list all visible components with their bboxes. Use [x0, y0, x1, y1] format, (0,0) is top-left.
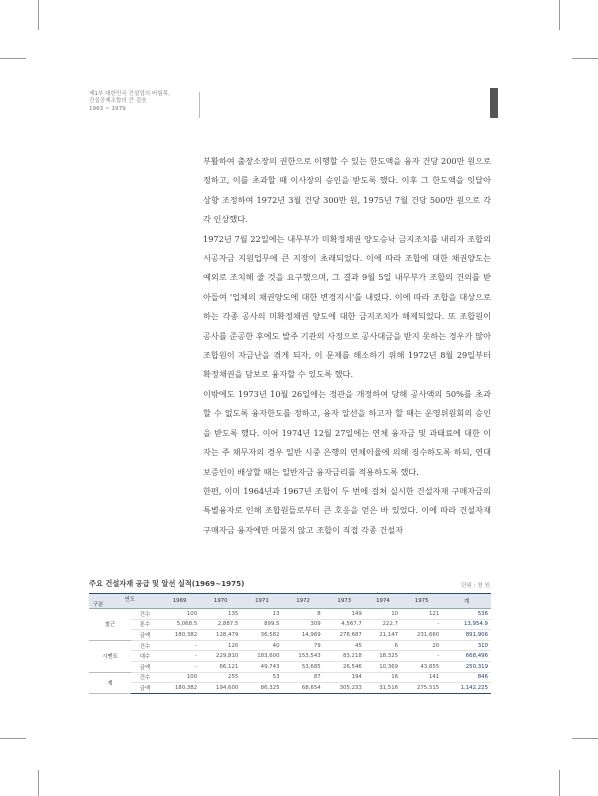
group-label: 시멘트	[89, 640, 131, 672]
year-header: 1972	[283, 594, 324, 609]
crop-mark	[0, 58, 26, 59]
year-header: 1969	[159, 594, 200, 609]
table-cell: 31,516	[365, 683, 401, 694]
year-header: 1975	[401, 594, 442, 609]
table-cell: -	[159, 651, 200, 662]
metric-label: 금액	[131, 683, 159, 694]
table-cell: 66,121	[200, 661, 241, 672]
table-cell: 45	[324, 640, 365, 651]
table-cell: 10,369	[365, 661, 401, 672]
total-cell: 310	[442, 640, 491, 651]
table-cell: 87	[283, 672, 324, 683]
table-cell: 26,546	[324, 661, 365, 672]
table-cell: 4,567.7	[324, 619, 365, 630]
table-cell: 21,147	[365, 630, 401, 641]
table-cell: 6	[365, 640, 401, 651]
table-row	[89, 619, 491, 630]
table-cell: 8	[283, 609, 324, 620]
year-header: 1970	[200, 594, 241, 609]
table-cell: 183,600	[241, 651, 282, 662]
year-header: 1974	[365, 594, 401, 609]
table-cell: -	[159, 640, 200, 651]
table-cell: 180,382	[159, 630, 200, 641]
table-row	[89, 609, 491, 620]
table-corner-cell	[89, 594, 159, 609]
table-cell: 229,810	[200, 651, 241, 662]
table-cell: -	[401, 651, 442, 662]
table-cell: 120	[200, 640, 241, 651]
table-cell: 43,855	[401, 661, 442, 672]
table-cell: -	[401, 619, 442, 630]
table-cell: 153,543	[283, 651, 324, 662]
table-row	[89, 630, 491, 641]
metric-label: 금액	[131, 630, 159, 641]
table-cell: 899.5	[241, 619, 282, 630]
table-cell: 100	[159, 672, 200, 683]
table-cell: 40	[241, 640, 282, 651]
table-cell: 180,382	[159, 683, 200, 694]
table-cell: 49,743	[241, 661, 282, 672]
group-label: 계	[89, 672, 131, 693]
table-cell: 278,687	[324, 630, 365, 641]
paragraph: 이밖에도 1973년 10월 26일에는 정관을 개정하여 당해 공사액의 50%를 초과할 수 없도록 융자한도를 정하고, 융자 알선을 하고자 할 때는 운영위원회의 승인을 받도록 했다. 이어 1974년 12월 27일에는 연체 융자금 및 과태료에 대한 이자는 주 채무자의 경우 일반 시중 은행의 연체이율에 의해 징수하도록 하되, 연대보증인이 배상할 때는 일반자금 융자금리를 적용하도록 했다.	[203, 388, 491, 477]
total-cell: 1,142,225	[442, 683, 491, 694]
crop-mark	[572, 738, 598, 739]
total-cell: 536	[442, 609, 491, 620]
table-cell: 13	[241, 609, 282, 620]
total-cell: 13,954.9	[442, 619, 491, 630]
table-cell: 121	[401, 609, 442, 620]
table-cell: 18,325	[365, 651, 401, 662]
table-cell: 194	[324, 672, 365, 683]
table-cell: 222.7	[365, 619, 401, 630]
table-cell: 20	[401, 640, 442, 651]
header-line-3: 1963 ~ 1979	[89, 105, 126, 112]
table-cell: 141	[401, 672, 442, 683]
table-cell: 53,685	[283, 661, 324, 672]
paragraph: 1972년 7월 22일에는 내무부가 미확정채권 양도승낙 금지조치를 내리자 조합의 시공자금 지원업무에 큰 지장이 초래되었다. 이에 따라 조합에 대한 채권양도는 예외로 조치해 줄 것을 요구했으며, 그 결과 9월 5일 내무부가 조합의 건의를 받아들여 '업체의 채권양도에 대한 변경지시'를 내렸다. 이에 따라 조합을 대상으로 하는 각종 공사의 미확정채권 양도에 대한 금지조치가 해제되었다. 또 조합원이 공사를 준공한 후에도 발주 기관의 사정으로 공사대금을 받지 못하는 경우가 많아 조합원이 자금난을 겪게 되자, 이 문제를 해소하기 위해 1972년 8월 29일부터 확정채권을 담보로 융자할 수 있도록 했다.	[203, 233, 491, 380]
crop-mark	[38, 770, 39, 796]
materials-table	[89, 593, 491, 694]
header-line-2: 건설공제조합의 큰 걸음	[89, 98, 147, 105]
table-cell: 10	[365, 609, 401, 620]
table-cell: 83,218	[324, 651, 365, 662]
table-cell: 255	[200, 672, 241, 683]
year-header: 1971	[241, 594, 282, 609]
metric-label: 대수	[131, 651, 159, 662]
metric-label: 금액	[131, 661, 159, 672]
table-cell: -	[159, 661, 200, 672]
corner-bottom-label: 구분	[93, 602, 104, 608]
table-cell: 14,969	[283, 630, 324, 641]
table-cell: 79	[283, 640, 324, 651]
metric-label: 건수	[131, 672, 159, 683]
table-cell: 309	[283, 619, 324, 630]
metric-label: 톤수	[131, 619, 159, 630]
table-header-row	[89, 594, 491, 609]
table-cell: 135	[200, 609, 241, 620]
table-cell: 86,325	[241, 683, 282, 694]
header-line-1: 제1부 대한민국 건설업의 버팀목,	[89, 91, 170, 97]
table-cell: 100	[159, 609, 200, 620]
table-cell: 68,654	[283, 683, 324, 694]
metric-label: 건수	[131, 640, 159, 651]
table-cell: 149	[324, 609, 365, 620]
table-unit: 단위 : 천 원	[461, 583, 490, 589]
table-cell: 16	[365, 672, 401, 683]
table-row	[89, 661, 491, 672]
total-cell: 846	[442, 672, 491, 683]
table-cell: 275,515	[401, 683, 442, 694]
table-cell: 53	[241, 672, 282, 683]
total-cell: 891,906	[442, 630, 491, 641]
table-row	[89, 651, 491, 662]
group-label: 철근	[89, 609, 131, 641]
crop-mark	[38, 0, 39, 30]
corner-top-label: 연도	[124, 597, 135, 603]
total-cell: 668,496	[442, 651, 491, 662]
paragraph: 한편, 이미 1964년과 1967년 조합이 두 번에 걸쳐 실시한 건설자재 구매자금의 특별융자로 인해 조합원들로부터 큰 호응을 얻은 바 있었다. 이에 따라 건설자재 구매자금 융자에만 머물지 않고 조합이 직접 각종 건설자	[203, 485, 491, 535]
table-cell: 231,660	[401, 630, 442, 641]
table-cell: 36,582	[241, 630, 282, 641]
year-header: 1973	[324, 594, 365, 609]
running-header	[89, 91, 170, 113]
crop-mark	[559, 0, 560, 30]
table-cell: 2,887.5	[200, 619, 241, 630]
header-divider	[199, 92, 200, 118]
table-row	[89, 672, 491, 683]
crop-mark	[559, 770, 560, 796]
table-cell: 305,233	[324, 683, 365, 694]
section-tab-marker	[490, 88, 498, 118]
table-title: 주요 건설자재 공급 및 알선 실적(1969~1975)	[89, 579, 245, 588]
table-row	[89, 640, 491, 651]
table-cell: 194,600	[200, 683, 241, 694]
crop-mark	[572, 58, 598, 59]
total-cell: 250,319	[442, 661, 491, 672]
crop-mark	[0, 738, 26, 739]
metric-label: 건수	[131, 609, 159, 620]
table-cell: 128,479	[200, 630, 241, 641]
table-cell: 5,068.5	[159, 619, 200, 630]
total-header: 계	[442, 594, 491, 609]
paragraph: 부활하여 출장소장의 권한으로 이행할 수 있는 한도액을 융자 건당 200만 원으로 정하고, 이를 초과할 때 이사장의 승인을 받도록 했다. 이후 그 한도액을 잇달아 상향 조정하여 1972년 3월 건당 300만 원, 1975년 7월 건당 500만 원으로 각각 인상했다.	[203, 156, 491, 225]
body-text	[203, 152, 491, 540]
table-row	[89, 683, 491, 694]
